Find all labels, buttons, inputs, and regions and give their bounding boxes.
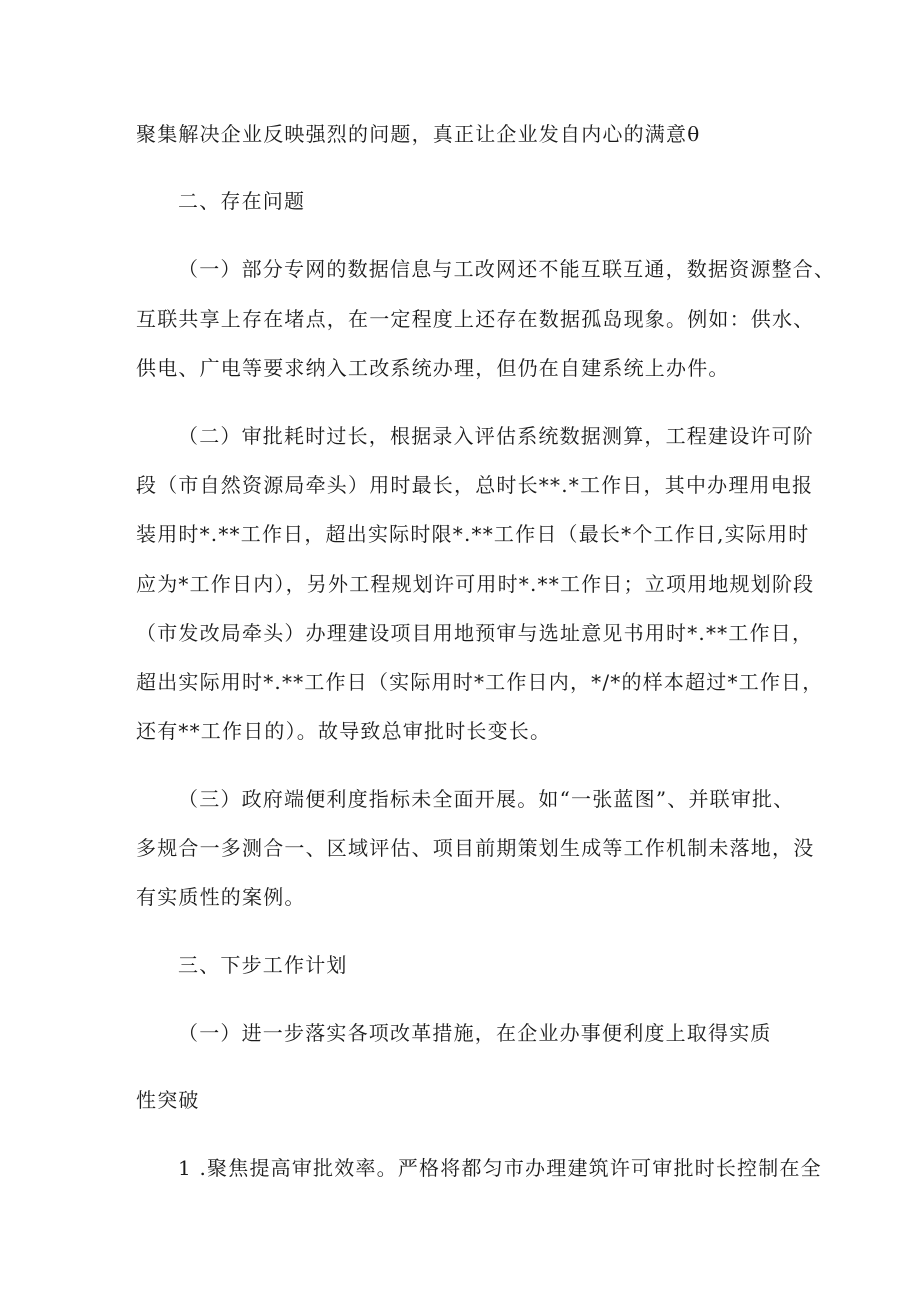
paragraph-line: 聚集解决企业反映强烈的问题，真正让企业发自内心的满意θ xyxy=(136,122,701,146)
paragraph-line: 应为*工作日内），另外工程规划许可用时*.**工作日；立项用地规划阶段 xyxy=(136,572,815,596)
paragraph-line: 超出实际用时*.**工作日（实际用时*工作日内，*/*的样本超过*工作日， xyxy=(136,670,824,694)
paragraph-line: （二）审批耗时过长，根据录入评估系统数据测算，工程建设许可阶 xyxy=(178,424,814,448)
section-heading: 二、存在问题 xyxy=(178,189,306,213)
paragraph-line: 段（市自然资源局牵头）用时最长，总时长**.*工作日，其中办理用电报 xyxy=(136,473,814,497)
paragraph-line: 还有**工作日的）。故导致总审批时长变长。 xyxy=(136,719,552,743)
paragraph-line: （三）政府端便利度指标未全面开展。如“一张蓝图”、并联审批、 xyxy=(178,787,795,811)
paragraph-line: 1 .聚焦提高审批效率。严格将都匀市办理建筑许可审批时长控制在全 xyxy=(178,1156,822,1180)
section-heading: 三、下步工作计划 xyxy=(178,953,348,977)
paragraph-line: 多规合一多测合一、区域评估、项目前期策划生成等工作机制未落地，没 xyxy=(136,836,815,860)
paragraph-line: 互联共享上存在堵点，在一定程度上还存在数据孤岛现象。例如：供水、 xyxy=(136,307,815,331)
paragraph-line: 有实质性的案例。 xyxy=(136,885,306,909)
paragraph-line: 供电、广电等要求纳入工改系统办理，但仍在自建系统上办件。 xyxy=(136,356,730,380)
paragraph-line: （一）进一步落实各项改革措施，在企业办事便利度上取得实质 xyxy=(178,1021,772,1045)
paragraph-line: （一）部分专网的数据信息与工改网还不能互联互通，数据资源整合、 xyxy=(178,257,836,281)
paragraph-line: 装用时*.**工作日，超出实际时限*.**工作日（最长*个工作日,实际用时 xyxy=(136,522,810,546)
paragraph-line: （市发改局牵头）办理建设项目用地预审与选址意见书用时*.**工作日， xyxy=(136,621,814,645)
paragraph-line: 性突破 xyxy=(136,1088,200,1112)
